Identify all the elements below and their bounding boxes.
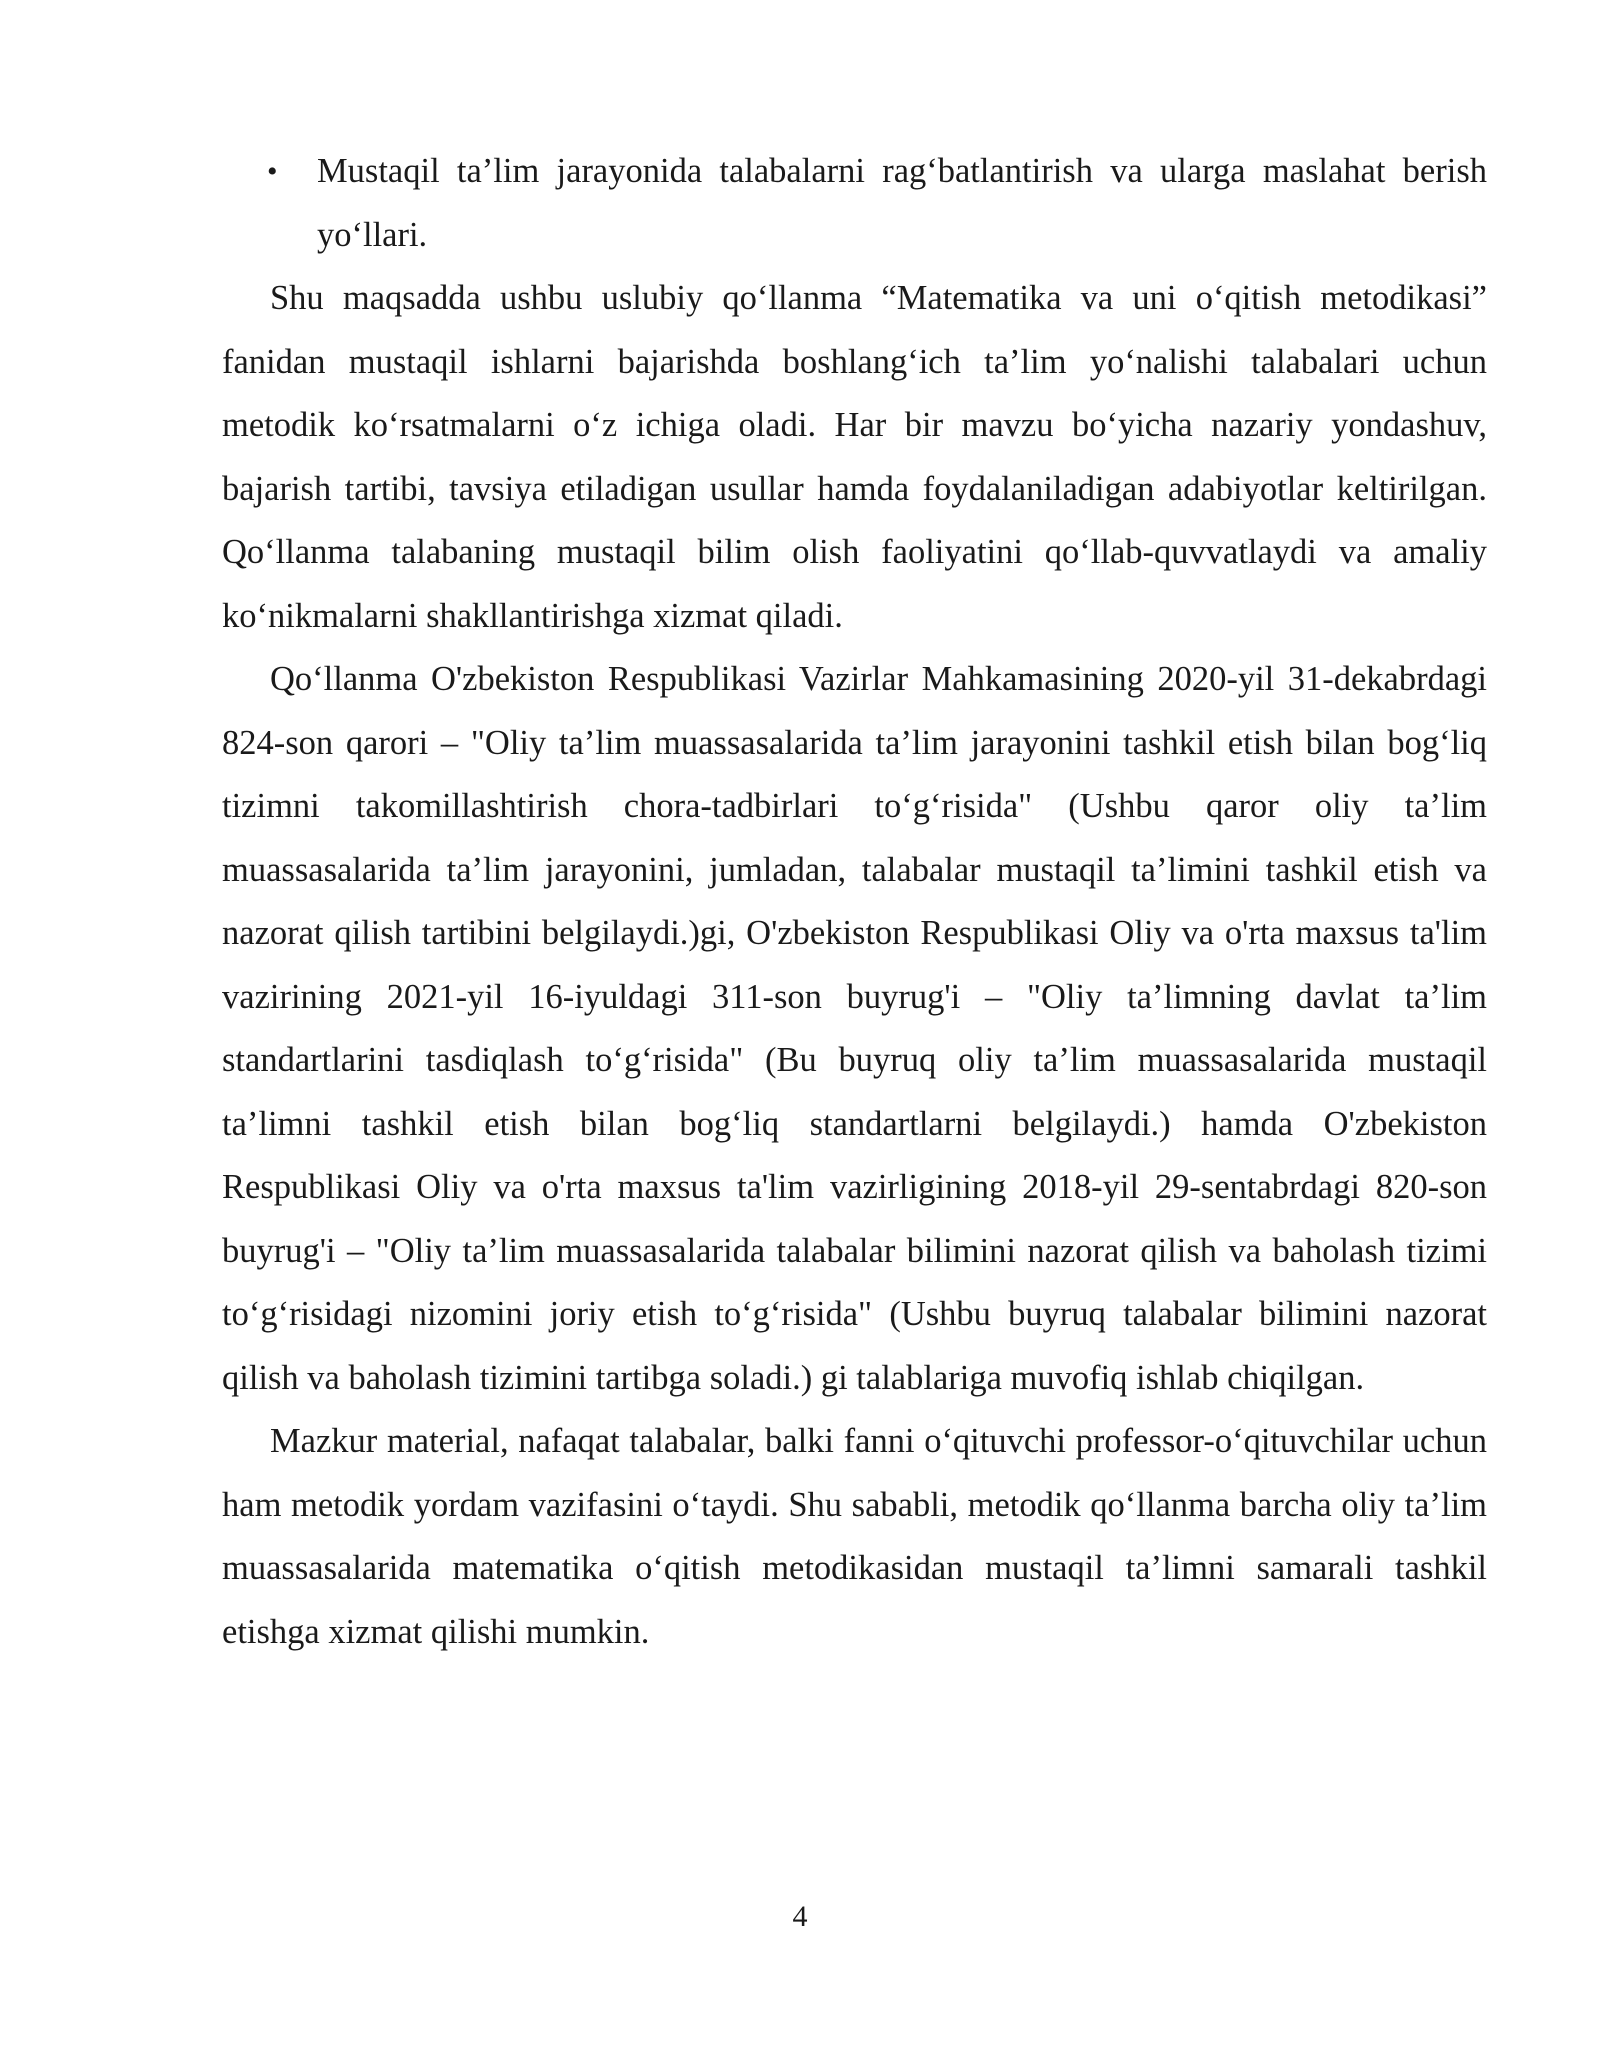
paragraph-purpose: Shu maqsadda ushbu uslubiy qo‘llanma “Matematika va uni o‘qitish metodikasi” fanidan mustaqil ishlarni bajarishda boshlang‘ich ta’lim yo‘nalishi talabalari uchun metodik ko‘rsatmalarni o‘z ichiga oladi. Har bir mavzu bo‘yicha nazariy yondashuv, bajarish tartibi, tavsiya etiladigan usullar hamda foydalaniladigan adabiyotlar keltirilgan. Qo‘llanma talabaning mustaqil bilim olish faoliyatini qo‘llab-quvvatlaydi va amaliy ko‘nikmalarni shakllantirishga xizmat qiladi.	[222, 279, 1487, 635]
document-page	[222, 140, 1487, 1664]
paragraph-audience: Mazkur material, nafaqat talabalar, balki fanni o‘qituvchi professor-o‘qituvchilar uchun ham metodik yordam vazifasini o‘taydi. Shu sababli, metodik qo‘llanma barcha oliy ta’lim muassasalarida matematika o‘qitish metodikasidan mustaqil ta’limni samarali tashkil etishga xizmat qilishi mumkin.	[222, 1422, 1487, 1651]
page-number: 4	[792, 1900, 808, 1933]
bullet-list-item	[222, 140, 1487, 267]
bullet-text: Mustaqil ta’lim jarayonida talabalarni rag‘batlantirish va ularga maslahat berish yo‘llari.	[317, 152, 1487, 254]
bullet-icon: •	[267, 155, 278, 188]
paragraph-legal-basis: Qo‘llanma O'zbekiston Respublikasi Vazirlar Mahkamasining 2020-yil 31-dekabrdagi 824-son qarori – "Oliy ta’lim muassasalarida ta’lim jarayonini tashkil etish bilan bog‘liq tizimni takomillashtirish chora-tadbirlari to‘g‘risida" (Ushbu qaror oliy ta’lim muassasalarida ta’lim jarayonini, jumladan, talabalar mustaqil ta’limini tashkil etish va nazorat qilish tartibini belgilaydi.)gi, O'zbekiston Respublikasi Oliy va o'rta maxsus ta'lim vazirining 2021-yil 16-iyuldagi 311-son buyrug'i – "Oliy ta’limning davlat ta’lim standartlarini tasdiqlash to‘g‘risida" (Bu buyruq oliy ta’lim muassasalarida mustaqil ta’limni tashkil etish bilan bog‘liq standartlarni belgilaydi.) hamda O'zbekiston Respublikasi Oliy va o'rta maxsus ta'lim vazirligining 2018-yil 29-sentabrdagi 820-son buyrug'i – "Oliy ta’lim muassasalarida talabalar bilimini nazorat qilish va baholash tizimi to‘g‘risidagi nizomini joriy etish to‘g‘risida" (Ushbu buyruq talabalar bilimini nazorat qilish va baholash tizimini tartibga soladi.) gi talablariga muvofiq ishlab chiqilgan.	[222, 660, 1487, 1397]
